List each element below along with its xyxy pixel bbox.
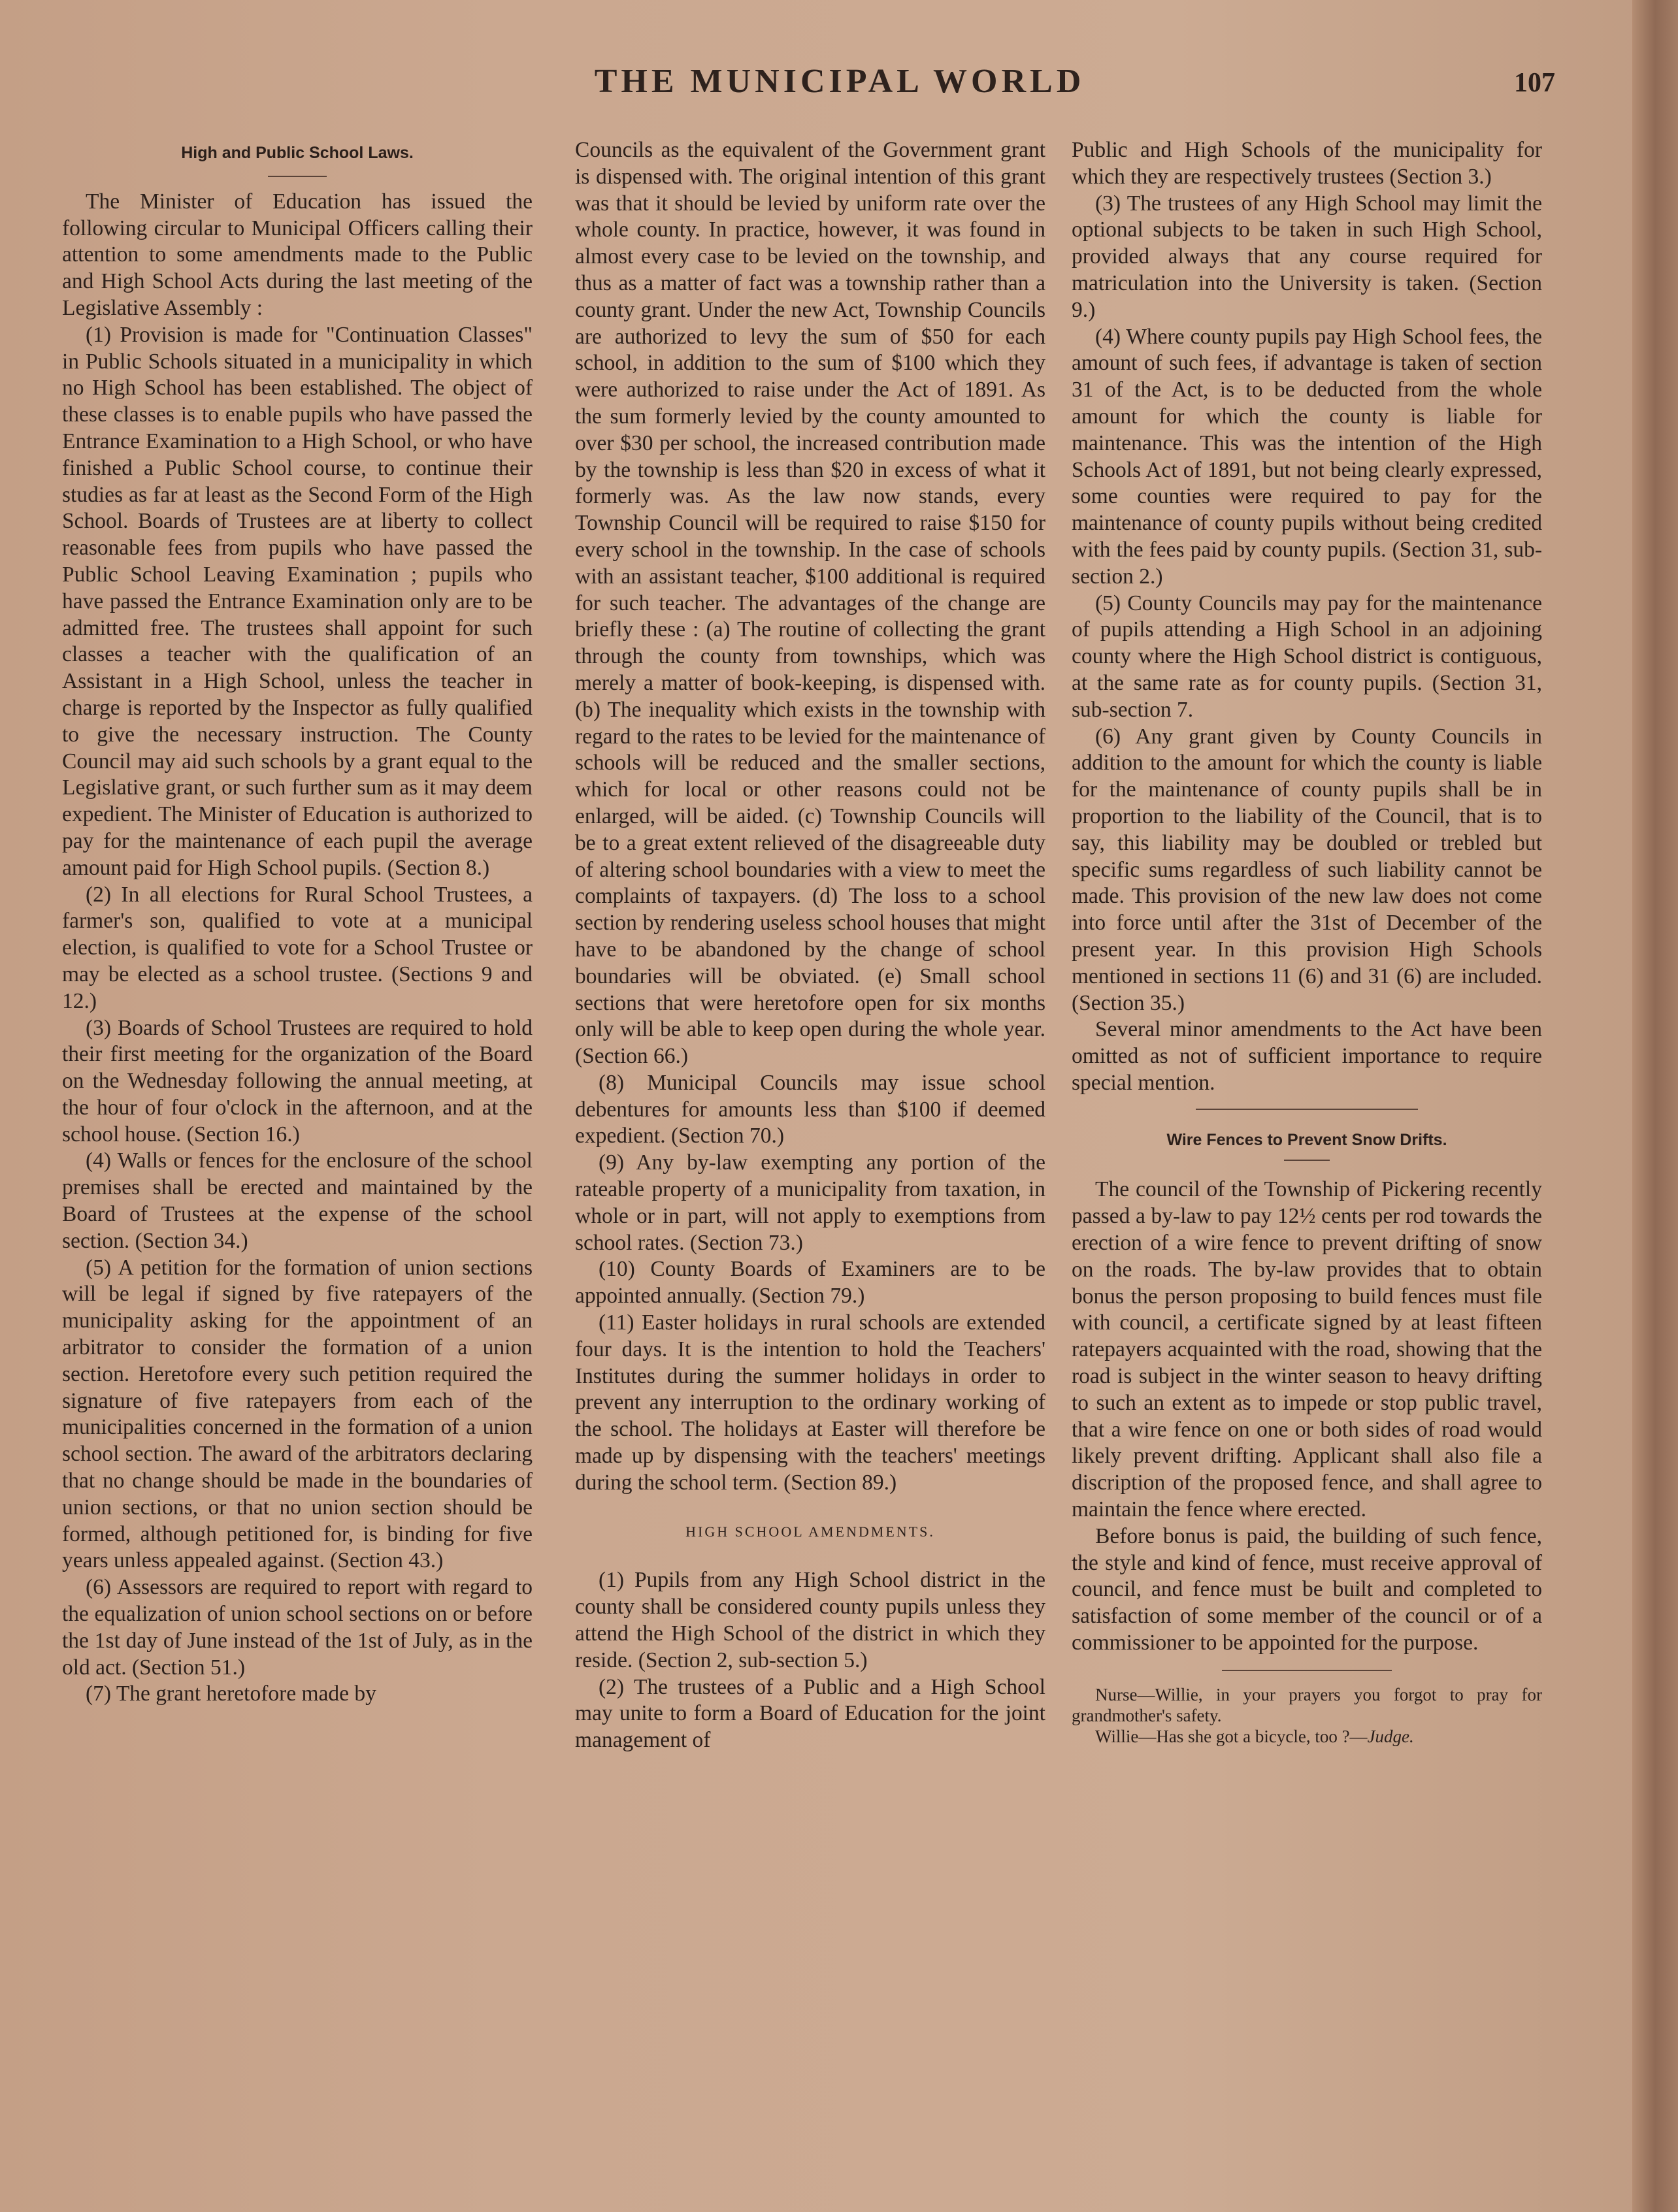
joke-willie-text: Willie—Has she got a bicycle, too ?— <box>1095 1726 1368 1746</box>
page-number: 107 <box>1514 68 1555 98</box>
title-rule <box>1284 1160 1330 1161</box>
paragraph: The council of the Township of Pickering recently passed a by-law to pay 12½ cents per rod towards the erection of a wire fence to prevent drifting of snow on the roads. The by-law provides that to obtain bonus the person proposing to build fences must file with council, a certificate signed by at least fifteen ratepayers acquainted with the road, showing that the road is subject in the winter season to heavy drifting to such an extent as to impede or stop public travel, that a wire fence on one or both sides of road would likely prevent drifting. Applicant shall also file a discription of the proposed fence, and shall agree to maintain the fence where erected. <box>1072 1177 1542 1522</box>
paragraph: (1) Pupils from any High School district in the county shall be considered county pupils unless they attend the High School of the district in which they reside. (Section 2, sub-section 5.) <box>575 1568 1045 1672</box>
joke-source: Judge. <box>1367 1726 1414 1746</box>
paragraph: (7) The grant heretofore made by <box>86 1682 376 1706</box>
page-binding-edge <box>1632 0 1678 2212</box>
section-divider <box>1222 1670 1392 1671</box>
paragraph: Several minor amendments to the Act have been omitted as not of sufficient importance to require special mention. <box>1072 1017 1542 1095</box>
paragraph: (3) The trustees of any High School may limit the optional subjects to be taken in such High School, provided always that any course required for matriculation into the University is taken. (Section 9.) <box>1072 191 1542 322</box>
paragraph: (5) County Councils may pay for the maintenance of pupils attending a High School in an adjoining county where the High School district is contiguous, at the same rate as for county pupils. (Section 31, sub-section 7. <box>1072 591 1542 722</box>
running-header <box>510 62 1555 114</box>
paragraph: (1) Provision is made for "Continuation Classes" in Public Schools situated in a municipality in which no High School has been established. The object of these classes is to enable pupils who have passed the Entrance Examination to a High School, or who have finished a Public School course, to continue their studies as far at least as the Second Form of the High School. Boards of Trustees are at liberty to collect reasonable fees from pupils who have passed the Public School Leaving Examination ; pupils who have passed the Entrance Examination only are to be admitted free. The trustees shall appoint for such classes a teacher with the qualification of an Assistant in a High School, unless the teacher in charge is reported by the Inspector as fully qualified to give the necessary instruction. The County Council may aid such schools by a grant equal to the Legislative grant, or such further sum as it may deem expedient. The Minister of Education is authorized to pay for the maintenance of each pupil the average amount paid for High School pupils. (Section 8.) <box>62 322 533 880</box>
paragraph: (9) Any by-law exempting any portion of the rateable property of a municipality from taxation, in whole or in part, will not apply to exemptions from school rates. (Section 73.) <box>575 1150 1045 1255</box>
paragraph: (10) County Boards of Examiners are to be appointed annually. (Section 79.) <box>575 1257 1045 1309</box>
article-title-wire-fences: Wire Fences to Prevent Snow Drifts. <box>1166 1130 1447 1149</box>
paragraph: (2) In all elections for Rural School Trustees, a farmer's son, qualified to vote at a municipal election, is qualified to vote for a School Trustee or may be elected as a school trustee. (Sections 9 and 12.) <box>62 882 533 1013</box>
paragraph: (3) Boards of School Trustees are required to hold their first meeting for the organization of the Board on the Wednesday following the annual meeting, at the hour of four o'clock in the afternoon, and at the school house. (Section 16.) <box>62 1015 533 1147</box>
column-3 <box>1072 137 1542 1747</box>
joke-willie-line <box>1072 1726 1542 1747</box>
column-1 <box>62 137 533 1708</box>
paragraph: (6) Any grant given by County Councils in addition to the amount for which the county is liable for the maintenance of county pupils shall be in proportion to the liability of the Council, that is to say, this liability may be doubled or trebled but specific sums regardless of such liability cannot be made. This provision of the new law does not come into force until after the 31st of December of the present year. In this provision High Schools mentioned in sections 11 (6) and 31 (6) are included. (Section 35.) <box>1072 724 1542 1015</box>
paragraph: The Minister of Education has issued the following circular to Municipal Officers calling their attention to some amendments made to the Public and High School Acts during the last meeting of the Legislative Assembly : <box>62 189 533 320</box>
paragraph: (6) Assessors are required to report with regard to the equalization of union school sections on or before the 1st day of June instead of the 1st of July, as in the old act. (Section 51.) <box>62 1575 533 1680</box>
column-2 <box>575 137 1045 1754</box>
paragraph: Councils as the equivalent of the Government grant is dispensed with. The original intention of this grant was that it should be levied by uniform rate over the whole county. In practice, however, it was found in almost every case to be levied on the township, and thus as a matter of fact was a township rather than a county grant. Under the new Act, Township Councils are authorized to levy the sum of $50 for each school, in addition to the sum of $100 which they were authorized to raise under the Act of 1891. As the sum formerly levied by the county amounted to over $30 per school, the increased contribution made by the township is less than $20 in excess of what it formerly was. As the law now stands, every Township Council will be required to raise $150 for every school in the township. In the case of schools with an assistant teacher, $100 additional is required for such teacher. The advantages of the change are briefly these : (a) The routine of collecting the grant through the county from townships, which was merely a matter of book-keeping, is dispensed with. (b) The inequality which exists in the township with regard to the rates to be levied for the maintenance of schools will be reduced and the smaller sections, which for local or other reasons could not be enlarged, will be aided. (c) Township Councils will be to a great extent relieved of the disagreeable duty of altering school boundaries with a view to meet the complaints of taxpayers. (d) The loss to a school section by rendering useless school houses that might have to be abandoned by the change of school boundaries will be obviated. (e) Small school sections that were heretofore open for six months only will be able to keep open during the whole year. (Section 66.) <box>575 138 1045 1069</box>
journal-title: THE MUNICIPAL WORLD <box>594 63 1085 100</box>
paragraph: (4) Where county pupils pay High School fees, the amount of such fees, if advantage is taken of section 31 of the Act, is to be deducted from the whole amount for which the county is liable for maintenance. This was the intention of the High Schools Act of 1891, but not being clearly expressed, some counties were required to pay for the maintenance of county pupils without being credited with the fees paid by county pupils. (Section 31, sub-section 2.) <box>1072 324 1542 589</box>
paragraph: (4) Walls or fences for the enclosure of the school premises shall be erected and maintained by the Board of Trustees at the expense of the school section. (Section 34.) <box>62 1148 533 1253</box>
subheading-high-school-amendments: HIGH SCHOOL AMENDMENTS. <box>685 1523 935 1540</box>
joke-nurse-line: Nurse—Willie, in your prayers you forgot to pray for grandmother's safety. <box>1072 1684 1542 1725</box>
paragraph: (11) Easter holidays in rural schools are extended four days. It is the intention to hold the Teachers' Institutes during the summer holidays in order to prevent any interruption to the ordinary working of the school. The holidays at Easter will therefore be made up by dispensing with the teachers' meetings during the school term. (Section 89.) <box>575 1310 1045 1495</box>
title-rule <box>268 176 327 177</box>
paragraph: Public and High Schools of the municipality for which they are respectively trustees (Section 3.) <box>1072 138 1542 189</box>
article-title-school-laws: High and Public School Laws. <box>181 144 414 162</box>
paragraph: (5) A petition for the formation of union sections will be legal if signed by five ratepayers of the municipality asking for the appointment of an arbitrator to consider the formation of a union section. Heretofore every such petition required the signature of five ratepayers from each of the municipalities concerned in the formation of a union school section. The award of the arbitrators declaring that no change should be made in the boundaries of union sections, or that no union section should be formed, although petitioned for, is binding for five years unless appealed against. (Section 43.) <box>62 1255 533 1573</box>
paragraph: (8) Municipal Councils may issue school debentures for amounts less than $100 if deemed expedient. (Section 70.) <box>575 1070 1045 1148</box>
paragraph: (2) The trustees of a Public and a High School may unite to form a Board of Education for the joint management of <box>575 1674 1045 1753</box>
paragraph: Before bonus is paid, the building of such fence, the style and kind of fence, must receive approval of council, and fence must be built and completed to satisfaction of some member of the council or of a commissioner to be appointed for the purpose. <box>1072 1523 1542 1655</box>
section-divider <box>1196 1109 1418 1110</box>
